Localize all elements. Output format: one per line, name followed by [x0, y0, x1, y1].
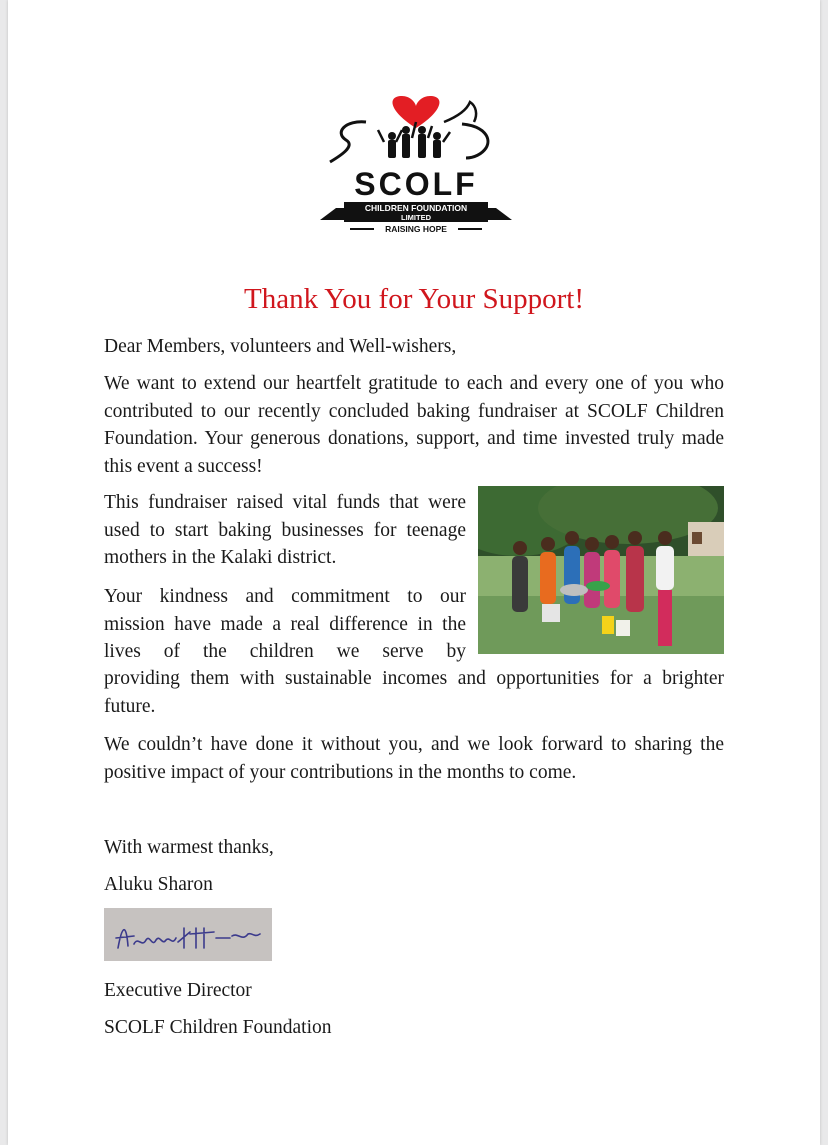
paragraph-gratitude: We want to extend our heartfelt gratitude to each and every one of you who contributed to our recently concluded baking fundraiser at SCOLF Children Foundation. Your generous donations, support, and time invested truly made this event a success!	[104, 373, 724, 477]
paragraph-kindness-rest: providing them with sustainable incomes and opportunities for a brighter future.	[104, 668, 724, 717]
signatory-role: Executive Director	[104, 980, 252, 1001]
signatory-name: Aluku Sharon	[104, 874, 213, 895]
logo-subtitle-line1: CHILDREN FOUNDATION	[364, 203, 468, 213]
scolf-logo	[316, 92, 516, 232]
kindness-line: lives of the children we serve by	[104, 641, 466, 662]
kindness-line: mission have made a real difference in the	[104, 613, 466, 635]
letter-title: Thank You for Your Support!	[244, 283, 584, 315]
paragraph-kindness-lines	[104, 583, 466, 666]
kindness-line: Your kindness and commitment to our	[104, 586, 466, 607]
paragraph-closing: We couldn’t have done it without you, and we look forward to sharing the positive impact of your contributions in the months to come.	[104, 734, 724, 783]
logo-motto: RAISING HOPE	[385, 224, 447, 232]
paragraph-fundraiser: This fundraiser raised vital funds that were used to start baking businesses for teenage mothers in the Kalaki district.	[104, 492, 466, 568]
signature-image	[104, 908, 272, 961]
salutation: Dear Members, volunteers and Well-wishers,	[104, 336, 457, 357]
logo-subtitle-line2: LIMITED	[401, 213, 431, 222]
fundraiser-photo	[478, 486, 724, 654]
organization-name: SCOLF Children Foundation	[104, 1017, 332, 1038]
logo-name: SCOLF	[354, 166, 478, 202]
closing-line: With warmest thanks,	[104, 837, 274, 858]
